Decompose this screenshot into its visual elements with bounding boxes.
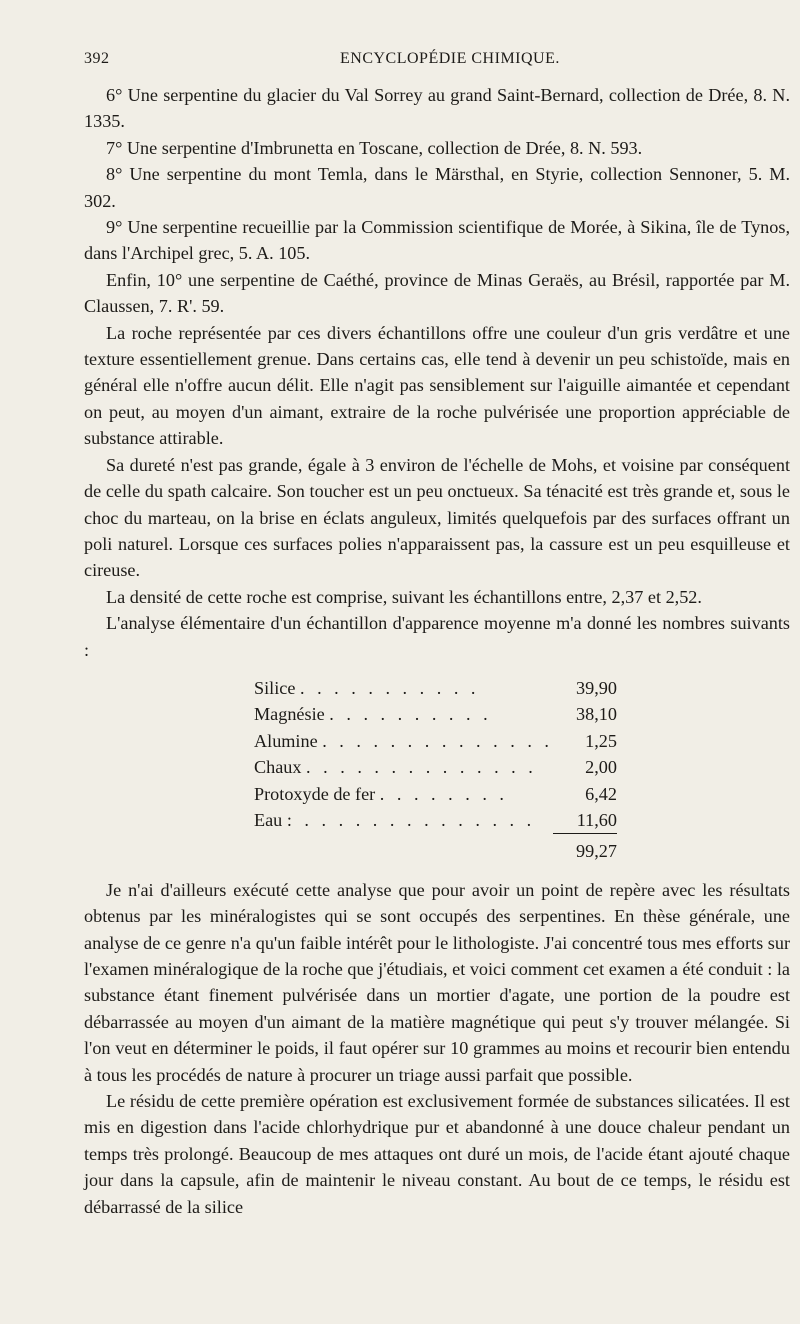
table-row [254,781,617,807]
paragraph: La densité de cette roche est comprise, suivant les échantillons entre, 2,37 et 2,52. [106,586,702,607]
page-body [84,82,790,1220]
component-label: Protoxyde de fer [254,783,376,804]
leader-dots: . . . . . . . . . . . . . . [306,757,537,778]
table-total-row [254,834,617,865]
table-row [254,754,617,780]
paragraph: Enfin, 10° une serpentine de Caéthé, province de Minas Geraës, au Brésil, rapportée par M. Claussen, 7. R'. 59. [84,269,790,317]
paragraph: L'analyse élémentaire d'un échantillon d'apparence moyenne m'a donné les nombres suivants : [84,613,790,660]
component-label: Alumine [254,730,318,751]
table-row [254,807,617,834]
table-row [254,675,617,701]
paragraph: 8° Une serpentine du mont Temla, dans le Märsthal, en Styrie, collection Sennoner, 5. M. 302. [84,164,790,211]
component-value: 39,90 [576,677,617,698]
paragraph: 9° Une serpentine recueillie par la Commission scientifique de Morée, à Sikina, île de Tynos, dans l'Archipel grec, 5. A. 105. [84,217,790,264]
book-page [84,44,790,1217]
component-value: 6,42 [585,783,617,804]
analysis-table [254,675,617,865]
table-row [254,701,617,727]
leader-dots: . . . . . . . . . . . . . . [322,730,553,751]
component-value: 1,25 [585,730,617,751]
component-value: 38,10 [576,704,617,725]
paragraph: Le résidu de cette première opération est exclusivement formée de substances silicatées. Il est mis en digestion dans l'acide chlorhydrique pur et abandonné à une douce chaleur pendant un temps très prolongé. Beaucoup de mes attaques ont duré un mois, de l'acide étant ajouté chaque jour dans la capsule, afin de maintenir le niveau constant. Au bout de ce temps, le résidu est débarrassé de la silice [84,1091,790,1217]
page-number: 392 [84,50,110,67]
component-label: Silice [254,677,296,698]
component-label: Magnésie [254,704,325,725]
component-value: 2,00 [585,757,617,778]
analysis-total: 99,27 [553,834,617,865]
table-row [254,728,617,754]
component-value: 11,60 [576,809,617,830]
component-label: Eau [254,810,283,831]
leader-dots: . . . . . . . . . . . [299,677,480,698]
paragraph: 6° Une serpentine du glacier du Val Sorrey au grand Saint-Bernard, collection de Drée, 8. N. 1335. [84,85,790,132]
leader-dots: . . . . . . . . . . [329,704,492,725]
leader-dots: . . . . . . . . [379,783,508,804]
paragraph: Sa dureté n'est pas grande, égale à 3 environ de l'échelle de Mohs, et voisine par conséquent de celle du spath calcaire. Son toucher est un peu onctueux. Sa ténacité est très grande et, sous le choc du marteau, on la brise en éclats anguleux, limités quelquefois par des surfaces offrant un poli naturel. Lorsque ces surfaces polies n'apparaissent pas, la cassure est un peu esquilleuse et cireuse. [84,454,790,581]
leader-dots: : . . . . . . . . . . . . . . [286,810,536,831]
running-title: ENCYCLOPÉDIE CHIMIQUE. [340,50,560,67]
paragraph: 7° Une serpentine d'Imbrunetta en Toscane, collection de Drée, 8. N. 593. [106,137,643,158]
paragraph: La roche représentée par ces divers échantillons offre une couleur d'un gris verdâtre et une texture essentiellement grenue. Dans certains cas, elle tend à devenir un peu schistoïde, mais en général elle n'offre aucun délit. Elle n'agit pas sensiblement sur l'aiguille aimantée et cependant on peut, au moyen d'un aimant, extraire de la roche pulvérisée une proportion appréciable de substance attirable. [84,322,790,449]
paragraph: Je n'ai d'ailleurs exécuté cette analyse que pour avoir un point de repère avec les résultats obtenus par les minéralogistes qui se sont occupés des serpentines. En thèse générale, une analyse de ce genre n'a qu'un faible intérêt pour le lithologiste. J'ai concentré tous mes efforts sur l'examen minéralogique de la roche que j'étudiais, et voici comment cet examen a été conduit : la substance étant finement pulvérisée dans un mortier d'agate, une portion de la poudre est débarrassée au moyen d'un aimant de la matière magnétique qui peut s'y trouver mélangée. Si l'on veut en déterminer le poids, il faut opérer sur 10 grammes au moins et recourir bien entendu à tous les procédés de nature à procurer un triage aussi parfait que possible. [84,879,790,1085]
component-label: Chaux [254,757,302,778]
page-header [84,44,790,72]
